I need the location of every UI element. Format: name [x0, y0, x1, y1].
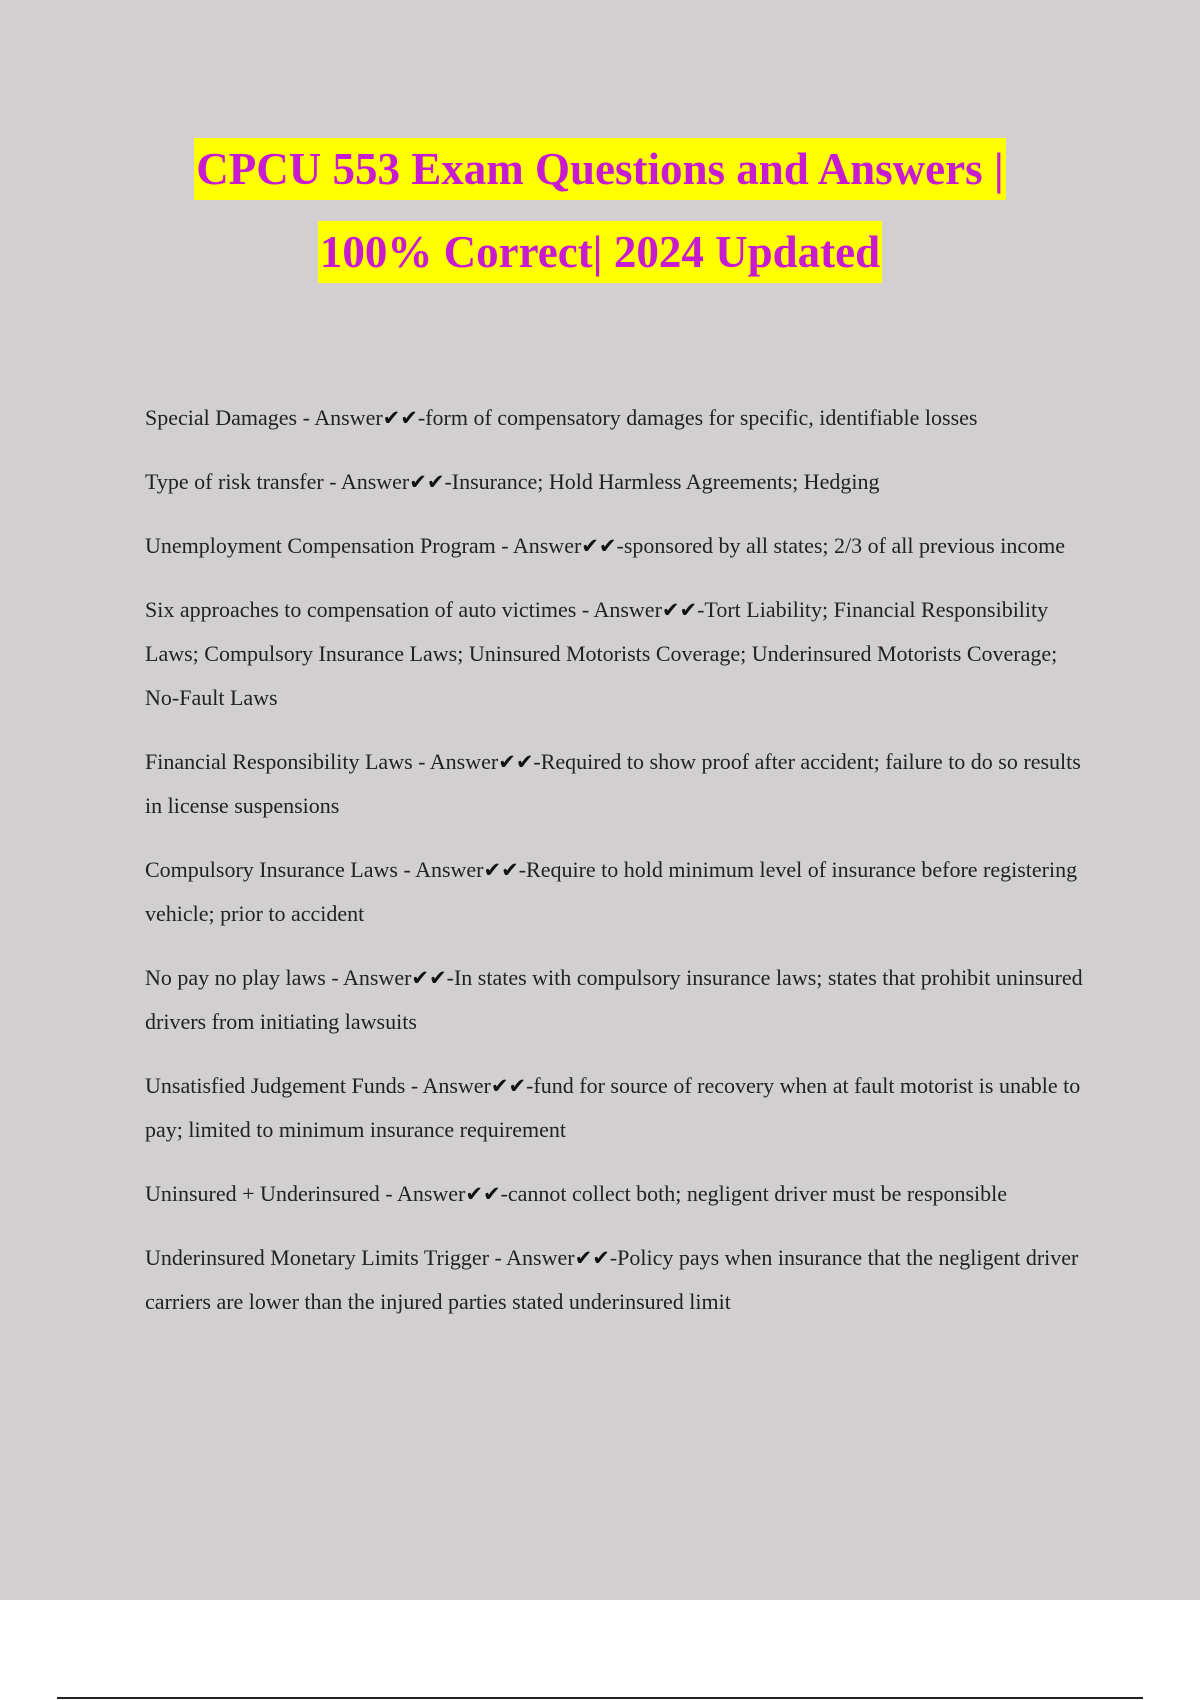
qa-term: Compulsory Insurance Laws: [145, 857, 398, 882]
answer-label: Answer: [340, 469, 410, 494]
answer-label: Answer: [506, 1245, 575, 1270]
qa-answer: -cannot collect both; negligent driver must be responsible: [500, 1181, 1008, 1206]
answer-label: Answer: [512, 533, 582, 558]
double-check-icon: ✔✔: [465, 1182, 501, 1206]
qa-item: [145, 1236, 1095, 1324]
answer-label: Answer: [342, 965, 412, 990]
qa-item: [145, 1172, 1095, 1216]
qa-answer: -Required to show proof after accident; failure to do so results in license suspensions: [145, 749, 1081, 818]
qa-answer: -Require to hold minimum level of insurance before registering vehicle; prior to accident: [145, 857, 1078, 926]
qa-item: [145, 740, 1095, 828]
qa-term: Type of risk transfer: [145, 469, 324, 494]
double-check-icon: ✔✔: [411, 966, 447, 990]
footer-divider: [57, 1697, 1143, 1699]
double-check-icon: ✔✔: [661, 598, 698, 622]
qa-answer: -sponsored by all states; 2/3 of all previous income: [616, 533, 1065, 558]
qa-answer: -Tort Liability; Financial Responsibility Laws; Compulsory Insurance Laws; Uninsured Motorists Coverage; Underinsured Motorists Coverage; No-Fault Laws: [145, 597, 1058, 710]
qa-answer: -Policy pays when insurance that the negligent driver carriers are lower than the injured parties stated underinsured limit: [145, 1245, 1079, 1314]
qa-term: Uninsured + Underinsured: [145, 1181, 380, 1206]
qa-separator: -: [379, 1181, 397, 1206]
answer-label: Answer: [396, 1181, 466, 1206]
document-title: [0, 138, 1200, 283]
qa-term: Six approaches to compensation of auto victimes: [145, 597, 577, 622]
answer-label: Answer: [415, 857, 484, 882]
qa-item: [145, 460, 1095, 504]
qa-term: Financial Responsibility Laws: [145, 749, 413, 774]
qa-item: [145, 956, 1095, 1044]
qa-separator: -: [405, 1073, 423, 1098]
qa-answer: -Insurance; Hold Harmless Agreements; Hedging: [444, 469, 880, 494]
qa-term: Unemployment Compensation Program: [145, 533, 496, 558]
qa-separator: -: [397, 857, 416, 882]
qa-separator: -: [576, 597, 594, 622]
qa-item: [145, 1064, 1095, 1152]
qa-separator: -: [412, 749, 430, 774]
qa-list: [145, 396, 1095, 1344]
title-line-1: CPCU 553 Exam Questions and Answers |: [194, 138, 1006, 200]
page-footer-area: [0, 1600, 1200, 1700]
double-check-icon: ✔✔: [581, 534, 617, 558]
double-check-icon: ✔✔: [483, 858, 519, 882]
qa-separator: -: [489, 1245, 507, 1270]
answer-label: Answer: [422, 1073, 491, 1098]
answer-label: Answer: [429, 749, 499, 774]
qa-answer: -In states with compulsory insurance laws; states that prohibit uninsured drivers from initiating lawsuits: [145, 965, 1083, 1034]
double-check-icon: ✔✔: [409, 470, 445, 494]
double-check-icon: ✔✔: [498, 750, 534, 774]
qa-item: [145, 848, 1095, 936]
qa-answer: -fund for source of recovery when at fault motorist is unable to pay; limited to minimum insurance requirement: [145, 1073, 1081, 1142]
qa-term: Underinsured Monetary Limits Trigger: [145, 1245, 490, 1270]
qa-separator: -: [297, 405, 315, 430]
answer-label: Answer: [593, 597, 662, 622]
qa-item: [145, 524, 1095, 568]
qa-term: No pay no play laws: [145, 965, 326, 990]
answer-label: Answer: [314, 405, 383, 430]
title-line-2: 100% Correct| 2024 Updated: [318, 221, 882, 283]
qa-separator: -: [325, 965, 343, 990]
double-check-icon: ✔✔: [490, 1074, 527, 1098]
qa-answer: -form of compensatory damages for specific, identifiable losses: [417, 405, 978, 430]
qa-term: Special Damages: [145, 405, 298, 430]
double-check-icon: ✔✔: [574, 1246, 610, 1270]
qa-separator: -: [495, 533, 513, 558]
qa-term: Unsatisfied Judgement Funds: [145, 1073, 406, 1098]
qa-item: [145, 396, 1095, 440]
qa-item: [145, 588, 1095, 720]
qa-separator: -: [323, 469, 341, 494]
double-check-icon: ✔✔: [382, 406, 418, 430]
